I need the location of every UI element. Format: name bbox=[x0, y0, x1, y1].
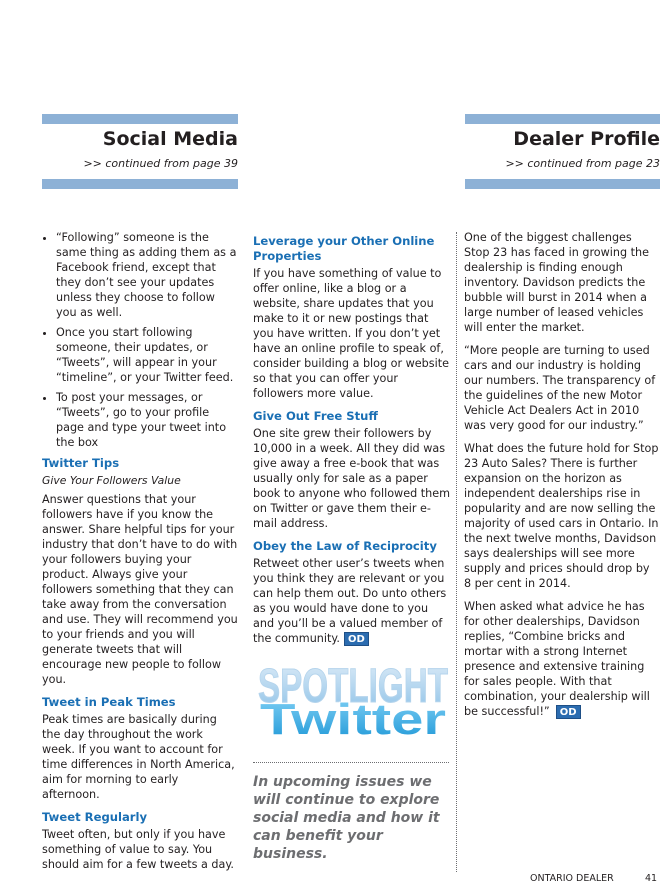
publication-name: ONTARIO DEALER bbox=[530, 873, 614, 884]
closing-note: In upcoming issues we will continue to explore social media and how it can benefit your business. bbox=[253, 774, 440, 862]
spotlight-twitter-logo bbox=[253, 652, 453, 744]
closing-divider bbox=[253, 762, 449, 763]
tweet-regularly-heading: Tweet Regularly bbox=[42, 810, 148, 824]
tweet-regularly-paragraph: Tweet often, but only if you have something of value to say. You should aim for a few tweets a day. bbox=[42, 828, 234, 871]
column-dealer-profile bbox=[464, 230, 660, 727]
peak-times-heading: Tweet in Peak Times bbox=[42, 695, 176, 709]
dealer-paragraph: One of the biggest challenges Stop 23 has faced in growing the dealership is finding enough inventory. Davidson predicts the bubble will burst in 2014 when a large number of leased vehicles will enter the market. bbox=[464, 231, 650, 334]
social-media-continued: >> continued from page 39 bbox=[83, 157, 238, 170]
list-item: • To post your messages, or “Tweets”, go to your profile page and type your tweet into the box bbox=[56, 390, 238, 450]
dealer-profile-bottom-bar bbox=[465, 179, 660, 189]
twitter-basics-list bbox=[42, 230, 238, 450]
column-social-media-1 bbox=[42, 230, 238, 880]
dealer-paragraph: “More people are turning to used cars and our industry is holding our numbers. The transparency of the guidelines of the new Motor Vehicle Act Dealers Act in 2010 was very good for our industry.” bbox=[464, 344, 656, 432]
twitter-tips-paragraph: Answer questions that your followers have if you know the answer. Share helpful tips for your industry that don’t have to do with your followers buying your product. Always give your followers something that they can take away from the conversation and use. They will recommend you to your friends and you will generate tweets that will encourage new people to follow you. bbox=[42, 493, 238, 686]
spotlight-word: SPOTLIGHT bbox=[258, 660, 448, 713]
leverage-heading: Leverage your Other Online Properties bbox=[253, 234, 435, 263]
reciprocity-text: Retweet other user’s tweets when you think they are relevant or you can help them out. Do unto others as you would have done to you and you’ll be a valued member of the community. bbox=[253, 557, 447, 645]
leverage-paragraph: If you have something of value to offer online, like a blog or a website, share updates that you make to it or new postings that you have written. If you don’t yet have an online profile to speak of, consider building a blog or website so that you can offer your followers more value. bbox=[253, 267, 449, 400]
column-divider bbox=[456, 232, 457, 872]
dealer-advice-text: When asked what advice he has for other dealerships, Davidson replies, “Combine bricks and mortar with a strong Internet presence and extensive training for sales people. With that combination, your dealership will be successful!” bbox=[464, 600, 650, 718]
dealer-paragraph bbox=[464, 599, 660, 719]
od-end-mark: OD bbox=[344, 632, 369, 646]
twitter-tips-heading: Twitter Tips bbox=[42, 456, 120, 470]
peak-times-paragraph: Peak times are basically during the day throughout the work week. If you want to account for time differences in North America, aim for morning to early afternoon. bbox=[42, 713, 235, 801]
list-item: • “Following” someone is the same thing as adding them as a Facebook friend, except that they don’t see your updates unless they choose to follow you as well. bbox=[56, 230, 238, 320]
social-media-title: Social Media bbox=[102, 128, 238, 150]
free-stuff-heading: Give Out Free Stuff bbox=[253, 409, 378, 423]
social-media-top-bar bbox=[42, 114, 238, 124]
column-social-media-2 bbox=[253, 230, 450, 654]
twitter-word: Twitter bbox=[260, 695, 446, 744]
social-media-bottom-bar bbox=[42, 179, 238, 189]
od-end-mark: OD bbox=[556, 705, 581, 719]
free-stuff-paragraph: One site grew their followers by 10,000 in a week. All they did was give away a free e-book that was usually only for sale as a paper book to anyone who followed them on Twitter or gave them their e-mail address. bbox=[253, 427, 450, 530]
reciprocity-paragraph bbox=[253, 556, 450, 646]
dealer-paragraph: What does the future hold for Stop 23 Auto Sales? There is further expansion on the horizon as independent dealerships rise in popularity and are now selling the majority of used cars in Ontario. In the next twelve months, Davidson says dealerships will see more supply and prices should drop by 8 per cent in 2014. bbox=[464, 442, 659, 590]
page-number: 41 bbox=[645, 873, 658, 884]
twitter-tips-subheading: Give Your Followers Value bbox=[42, 474, 181, 487]
dealer-profile-continued: >> continued from page 23 bbox=[505, 157, 660, 170]
dealer-profile-title: Dealer Profile bbox=[513, 128, 660, 150]
dealer-profile-top-bar bbox=[465, 114, 660, 124]
reciprocity-heading: Obey the Law of Reciprocity bbox=[253, 539, 437, 553]
list-item: • Once you start following someone, their updates, or “Tweets”, will appear in your “timeline”, or your Twitter feed. bbox=[56, 325, 238, 385]
